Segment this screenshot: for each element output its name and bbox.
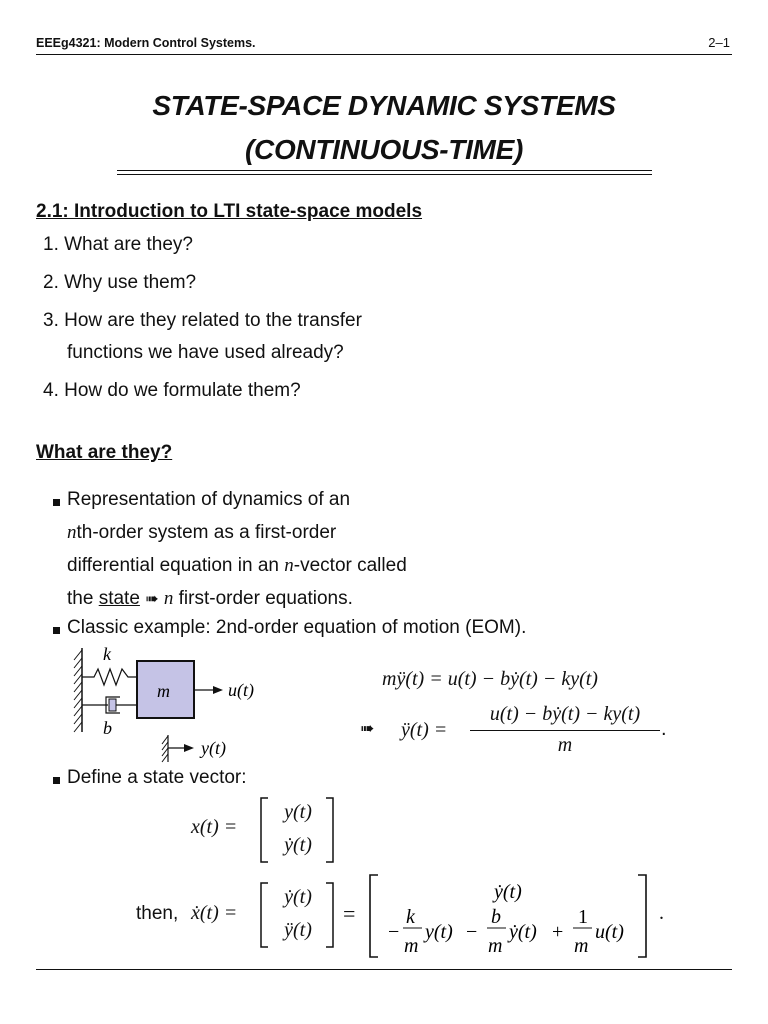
output-label: y(t) [201,738,226,758]
ydd-denominator: m [557,734,573,756]
xdot-top: ẏ(t) [284,886,312,908]
math-var: n [163,588,174,609]
minus-sign: − [388,921,400,943]
bullet-text: differential equation in an [67,555,285,576]
bullet-line: Classic example: 2nd-order equation of motion (EOM). [67,617,527,638]
page-number: 2–1 [708,35,730,50]
title-line-1: STATE-SPACE DYNAMIC SYSTEMS [152,90,616,121]
rhs-top-entry: ẏ(t) [494,881,522,903]
bullet-marker [53,499,60,506]
then-label: then, [136,903,179,924]
input-arrowhead-icon [213,686,223,694]
bullet-line [67,588,353,610]
bullet-marker [53,627,60,634]
question-item: 1. What are they? [43,234,193,255]
rhs-matrix [366,872,658,960]
question-item: 4. How do we formulate them? [43,380,301,401]
frac-one: 1 [578,906,588,928]
implies-arrow-icon: ➠ [360,719,375,739]
implies-arrow-icon: ➠ [145,589,159,608]
math-var: n [67,522,77,543]
rhs-right-bracket [638,875,646,957]
page-title [0,84,768,172]
subheading-what-are-they: What are they? [36,442,173,463]
state-vector-top: y(t) [284,801,312,823]
damper-label: b [103,718,112,738]
section-heading: 2.1: Introduction to LTI state-space models [36,201,423,222]
equals-sign: = [343,901,356,926]
eom-equation: mÿ(t) = u(t) − bẏ(t) − ky(t) [382,668,598,690]
input-label: u(t) [228,680,254,700]
ydd-numerator: u(t) − bẏ(t) − ky(t) [489,703,641,725]
spring-label: k [103,644,111,664]
state-vector-bottom: ẏ(t) [284,834,312,856]
rhs-term-u: u(t) [595,921,624,943]
output-ground-hatch [162,736,168,762]
math-var: n [284,555,294,576]
fraction-bar [470,730,660,731]
wall-hatch [74,650,82,732]
course-header: EEEg4321: Modern Control Systems. [36,36,256,50]
bullet-line [67,555,407,577]
spring-shape [82,669,137,685]
plus-sign: + [552,921,564,943]
rhs-term-ydot: ẏ(t) [509,921,537,943]
bullet-line: Define a state vector: [67,767,247,788]
frac-m: m [488,935,503,957]
rhs-term-y: y(t) [425,921,453,943]
question-item: 3. How are they related to the transfer [43,310,362,331]
damper-piston [109,699,116,711]
mass-label: m [157,681,170,701]
xdot-bottom: ÿ(t) [284,919,312,941]
period: . [659,902,664,924]
frac-k: k [406,906,415,928]
header-rule [36,54,732,55]
title-rule-top [117,170,652,171]
title-rule-bottom [117,174,652,175]
bullet-text: -vector called [293,555,407,576]
state-vector-lhs: x(t) = [191,816,238,838]
bullet-marker [53,777,60,784]
frac-m: m [404,935,419,957]
rhs-left-bracket [370,875,378,957]
title-line-2: (CONTINUOUS-TIME) [245,134,523,165]
minus-sign: − [466,921,478,943]
period: . [661,718,667,740]
bullet-text: th-order system as a first-order [76,522,337,543]
output-arrowhead-icon [184,744,194,752]
bullet-line [67,522,336,544]
footer-rule [36,969,732,970]
ydd-lhs: ÿ(t) = [401,719,448,741]
question-item: functions we have used already? [67,342,344,363]
bullet-line: Representation of dynamics of an [67,489,351,510]
bullet-text: first-order equations. [173,588,353,609]
xdot-lhs: ẋ(t) = [191,902,238,924]
frac-b: b [491,906,501,928]
question-item: 2. Why use them? [43,272,197,293]
frac-m: m [574,935,589,957]
state-term: state [98,588,140,609]
bullet-text: the [67,588,99,609]
mass-spring-damper-diagram [60,640,290,770]
